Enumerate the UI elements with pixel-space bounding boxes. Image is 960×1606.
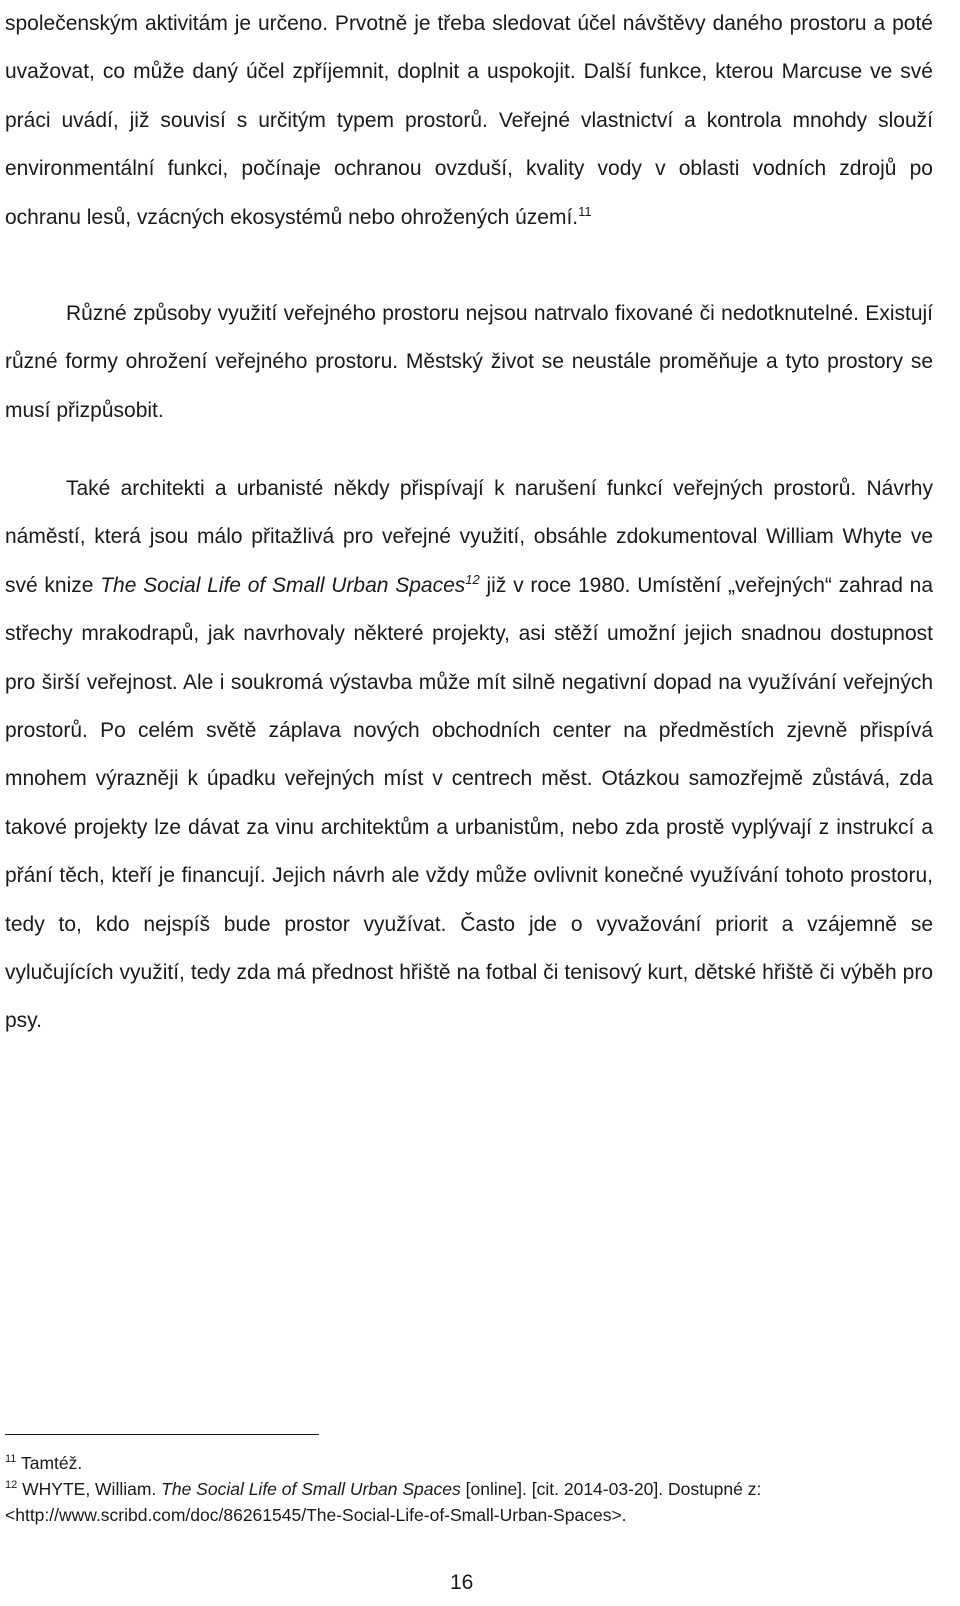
footnote-ref-12[interactable]: 12 bbox=[465, 571, 480, 587]
paragraph-2-text: Různé způsoby využití veřejného prostoru nejsou natrvalo fixované či nedotknutelné. Existují různé formy ohrožení veřejného prostoru. Městský život se neustále proměňuje a tyto prostory se musí přizpůsobit. bbox=[5, 302, 933, 422]
footnote-12 bbox=[5, 1476, 935, 1528]
footnote-12-rest[interactable]: [online]. [cit. 2014-03-20]. Dostupné z: <http://www.scribd.com/doc/86261545/The-Social-Life-of-Small-Urban-Spaces>. bbox=[5, 1479, 762, 1525]
footnote-11 bbox=[5, 1450, 935, 1476]
footnote-11-number: 11 bbox=[5, 1453, 17, 1466]
footnote-12-title: The Social Life of Small Urban Spaces bbox=[161, 1479, 461, 1499]
paragraph-3 bbox=[5, 465, 933, 1046]
footnote-12-number: 12 bbox=[5, 1479, 18, 1492]
footnote-12-author: WHYTE, William. bbox=[22, 1479, 162, 1499]
paragraph-3-text-start: Také architekti a urbanisté někdy přispívají k narušení funkcí veřejných prostorů. Návrhy náměstí, která jsou málo přitažlivá pro veřejné využití, obsáhle zdokumentoval William Whyte ve své knize bbox=[5, 477, 933, 597]
page-number: 16 bbox=[450, 1571, 474, 1594]
book-title: The Social Life of Small Urban Spaces bbox=[100, 573, 466, 597]
paragraph-2 bbox=[5, 290, 933, 435]
paragraph-1 bbox=[5, 0, 933, 242]
footnote-ref-11[interactable]: 11 bbox=[578, 203, 592, 219]
footnote-11-text: Tamtéž. bbox=[20, 1453, 83, 1473]
paragraph-1-text: společenským aktivitám je určeno. Prvotně je třeba sledovat účel návštěvy daného prostoru a poté uvažovat, co může daný účel zpříjemnit, doplnit a uspokojit. Další funkce, kterou Marcuse ve své práci uvádí, již souvisí s určitým typem prostorů. Veřejné vlastnictví a kontrola mnohdy slouží environmentální funkci, počínaje ochranou ovzduší, kvality vody v oblasti vodních zdrojů po ochranu lesů, vzácných ekosystémů nebo ohrožených území. bbox=[5, 12, 933, 229]
footnote-separator bbox=[5, 1434, 319, 1435]
paragraph-3-text-end: již v roce 1980. Umístění „veřejných“ zahrad na střechy mrakodrapů, jak navrhovaly některé projekty, asi stěží umožní jejich snadnou dostupnost pro širší veřejnost. Ale i soukromá výstavba může mít silně negativní dopad na využívání veřejných prostorů. Po celém světě záplava nových obchodních center na předměstích zjevně přispívá mnohem výrazněji k úpadku veřejných míst v centrech měst. Otázkou samozřejmě zůstává, zda takové projekty lze dávat za vinu architektům a urbanistům, nebo zda prostě vyplývají z instrukcí a přání těch, kteří je financují. Jejich návrh ale vždy může ovlivnit konečné využívání tohoto prostoru, tedy to, kdo nejspíš bude prostor využívat. Často jde o vyvažování priorit a vzájemně se vylučujících využití, tedy zda má přednost hřiště na fotbal či tenisový kurt, dětské hřiště či výběh pro psy. bbox=[5, 573, 933, 1033]
